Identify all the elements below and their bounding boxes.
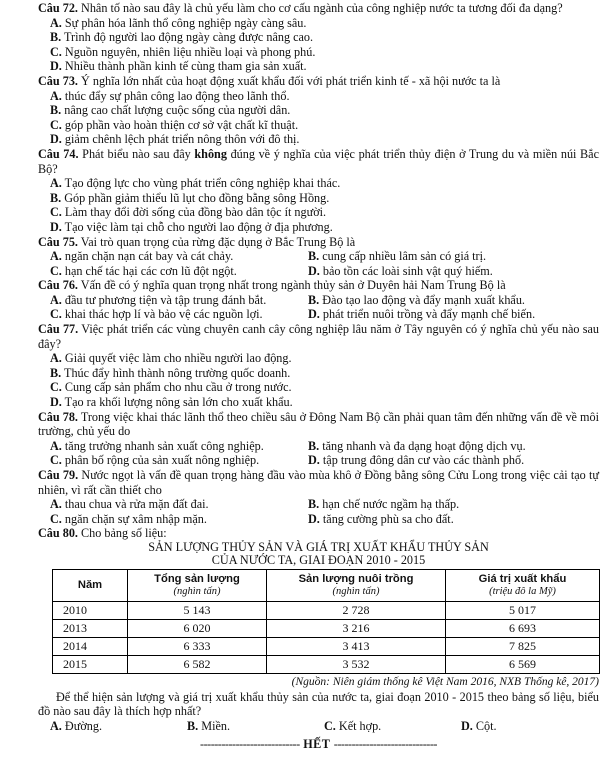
question-number: Câu 77. [38, 322, 79, 337]
question-stem [38, 278, 599, 293]
table-cell: 6 333 [128, 637, 267, 655]
question-text: Vấn đề có ý nghĩa quan trọng nhất trong ngành thủy sản ở Duyên hải Nam Trung Bộ là [77, 278, 506, 293]
column-header: Giá trị xuất khẩu (triệu đô la Mỹ) [446, 569, 600, 601]
table-cell: 5 017 [446, 601, 600, 619]
options-row [50, 497, 599, 512]
option-a[interactable]: A. thau chua và rửa mặn đất đai. [50, 497, 209, 512]
table-cell: 6 020 [128, 619, 267, 637]
question-text: Trong việc khai thác lãnh thổ theo chiều sâu ở Đông Nam Bộ cần phải quan tâm đến những vấn đề về môi trường, chủ yếu do [38, 409, 599, 439]
options-row [50, 307, 599, 322]
question-75 [38, 235, 599, 279]
question-number: Câu 80. [38, 526, 78, 541]
option-d[interactable]: D. tăng cường phù sa cho đất. [308, 511, 454, 526]
question-number: Câu 73. [38, 73, 78, 88]
question-number: Câu 79. [38, 468, 79, 482]
option-b[interactable]: B. Đào tạo lao động và đẩy mạnh xuất khẩu. [308, 292, 525, 307]
question-77 [38, 322, 599, 410]
end-word: HẾT [299, 737, 334, 752]
question-text: Nhân tố nào sau đây là chủ yếu làm cho cơ cấu ngành của công nghiệp nước ta tương đối đa dạng? [77, 1, 563, 15]
table-subtitle: CỦA NƯỚC TA, GIAI ĐOẠN 2010 - 2015 [211, 552, 426, 567]
option-b[interactable]: B. tăng nhanh và đa dạng hoạt động dịch vụ. [308, 438, 526, 453]
option-d[interactable]: D. giảm chênh lệch phát triển nông thôn với đô thị. [50, 132, 300, 147]
option-a[interactable]: A. đầu tư phương tiện và tập trung đánh bắt. [50, 292, 267, 307]
options-row [50, 453, 599, 468]
option-b[interactable]: B. cung cấp nhiều lâm sản có giá trị. [308, 249, 487, 264]
table-cell: 7 825 [446, 637, 600, 655]
column-header: Sản lượng nuôi trồng (nghìn tấn) [267, 569, 446, 601]
question-73 [38, 74, 599, 147]
question-stem [38, 322, 599, 351]
question-number: Câu 75. [38, 234, 78, 249]
question-text: Cho bảng số liệu: [77, 526, 167, 541]
question-stem: Câu 74. Phát biểu nào sau đây không đúng về ý nghĩa của việc phát triển thủy điện ở Trung du và miền núi Bắc Bộ? [38, 146, 599, 176]
option-c[interactable]: C. Kết hợp. [324, 718, 382, 733]
question-text: Nước ngọt là vấn đề quan trọng hàng đầu vào mùa khô ở Đồng bằng sông Cửu Long trong việc cải tạo tự nhiên, vì rất cần thiết cho [38, 468, 599, 497]
question-text: Ý nghĩa lớn nhất của hoạt động xuất khẩu đối với phát triển kinh tế - xã hội nước ta là [77, 73, 501, 88]
option-a[interactable]: A. Sự phân hóa lãnh thổ công nghiệp ngày càng sâu. [50, 15, 307, 30]
question-79 [38, 468, 599, 526]
option-a[interactable]: A. tăng trưởng nhanh sản xuất công nghiệp. [50, 438, 264, 453]
question-76 [38, 278, 599, 322]
table-source: (Nguồn: Niên giám thống kê Việt Nam 2016, NXB Thống kê, 2017) [291, 675, 599, 688]
table-row [53, 619, 600, 637]
option-c[interactable]: C. hạn chế tác hại các cơn lũ đột ngột. [50, 263, 237, 278]
table-title: SẢN LƯỢNG THỦY SẢN VÀ GIÁ TRỊ XUẤT KHẨU THỦY SẢN [148, 539, 489, 554]
option-c[interactable]: C. Cung cấp sản phẩm cho nhu cầu ở trong nước. [50, 380, 292, 395]
option-c[interactable]: C. ngăn chặn sự xâm nhập mặn. [50, 511, 207, 526]
option-a[interactable]: A. thúc đẩy sự phân công lao động theo lãnh thổ. [50, 88, 290, 103]
data-table [52, 569, 600, 674]
option-b[interactable]: B. Trình độ người lao động ngày càng được nâng cao. [50, 30, 314, 45]
table-cell: 5 143 [128, 601, 267, 619]
question-80 [38, 526, 599, 733]
question-stem [38, 526, 599, 541]
table-cell: 3 216 [267, 619, 446, 637]
table-cell: 3 413 [267, 637, 446, 655]
column-header: Tổng sản lượng (nghìn tấn) [128, 569, 267, 601]
option-c[interactable]: C. góp phần vào hoàn thiện cơ sở vật chất kĩ thuật. [50, 117, 299, 132]
options-row [50, 439, 599, 454]
question-stem [38, 410, 599, 439]
option-b[interactable]: B. Thúc đẩy hình thành nông trường quốc doanh. [50, 365, 291, 380]
emphasis-word: không [194, 146, 227, 161]
table-header-row [53, 569, 600, 601]
option-a[interactable]: A. Giải quyết việc làm cho nhiều người lao động. [50, 351, 292, 366]
table-cell: 2 728 [267, 601, 446, 619]
question-prompt: Để thể hiện sản lượng và giá trị xuất khẩu thủy sản của nước ta, giai đoạn 2010 - 2015 theo bảng số liệu, biểu đồ nào sau đây là thích hợp nhất? [38, 689, 599, 719]
table-cell: 2010 [53, 601, 128, 619]
option-d[interactable]: D. Tạo ra khối lượng nông sản lớn cho xuất khẩu. [50, 395, 293, 410]
option-a[interactable]: A. Đường. [50, 718, 102, 733]
end-marker: ---------------------------- HẾT ----------------------------- [200, 737, 437, 752]
table-row [53, 601, 600, 619]
option-b[interactable]: B. hạn chế nước ngầm hạ thấp. [308, 497, 460, 512]
question-74 [38, 147, 599, 235]
question-number: Câu 78. [38, 409, 78, 424]
option-d[interactable]: D. Tạo việc làm tại chỗ cho người lao động ở địa phương. [50, 219, 333, 234]
option-d[interactable]: D. bảo tồn các loài sinh vật quý hiếm. [308, 263, 493, 278]
options-row [50, 512, 599, 527]
question-number: Câu 74. [38, 146, 79, 161]
option-d[interactable]: D. Nhiều thành phần kinh tế cùng tham gia sản xuất. [50, 59, 307, 74]
option-c[interactable]: C. Nguồn nguyên, nhiên liệu nhiều loại và phong phú. [50, 44, 316, 59]
option-b[interactable]: B. Miền. [187, 718, 231, 733]
question-text: Việc phát triển các vùng chuyên canh cây công nghiệp lâu năm ở Tây nguyên có ý nghĩa chủ yếu nào sau đây? [38, 322, 599, 351]
table-row [53, 637, 600, 655]
question-stem [38, 74, 599, 89]
option-a[interactable]: A. ngăn chặn nạn cát bay và cát chảy. [50, 249, 234, 264]
question-text: Vai trò quan trọng của rừng đặc dụng ở Bắc Trung Bộ là [77, 234, 356, 249]
option-c[interactable]: C. khai thác hợp lí và bảo vệ các nguồn lợi. [50, 307, 263, 322]
table-row [53, 655, 600, 673]
option-d[interactable]: D. tập trung đông dân cư vào các thành phố. [308, 453, 525, 468]
option-b[interactable]: B. nâng cao chất lượng cuộc sống của người dân. [50, 103, 291, 118]
table-cell: 3 532 [267, 655, 446, 673]
table-cell: 6 569 [446, 655, 600, 673]
question-stem [38, 1, 599, 16]
option-a[interactable]: A. Tạo động lực cho vùng phát triển công nghiệp khai thác. [50, 176, 341, 191]
options-row [50, 293, 599, 308]
question-72 [38, 1, 599, 74]
option-c[interactable]: C. Làm thay đổi đời sống của đồng bào dân tộc ít người. [50, 205, 327, 220]
table-cell: 2015 [53, 655, 128, 673]
question-number: Câu 72. [38, 1, 78, 15]
table-cell: 6 582 [128, 655, 267, 673]
options-row [50, 719, 599, 734]
column-header: Năm [53, 569, 128, 601]
option-d[interactable]: D. phát triển nuôi trồng và đẩy mạnh chế biến. [308, 307, 536, 322]
option-b[interactable]: B. Góp phần giảm thiểu lũ lụt cho đồng bằng sông Hồng. [50, 190, 330, 205]
table-cell: 2013 [53, 619, 128, 637]
table-cell: 6 693 [446, 619, 600, 637]
question-78 [38, 410, 599, 468]
question-stem [38, 468, 599, 497]
option-d[interactable]: D. Cột. [461, 718, 497, 733]
option-c[interactable]: C. phân bố rộng của sản xuất nông nghiệp. [50, 453, 260, 468]
options-row [50, 249, 599, 264]
question-stem [38, 235, 599, 250]
options-row [50, 264, 599, 279]
table-cell: 2014 [53, 637, 128, 655]
question-number: Câu 76. [38, 278, 78, 293]
